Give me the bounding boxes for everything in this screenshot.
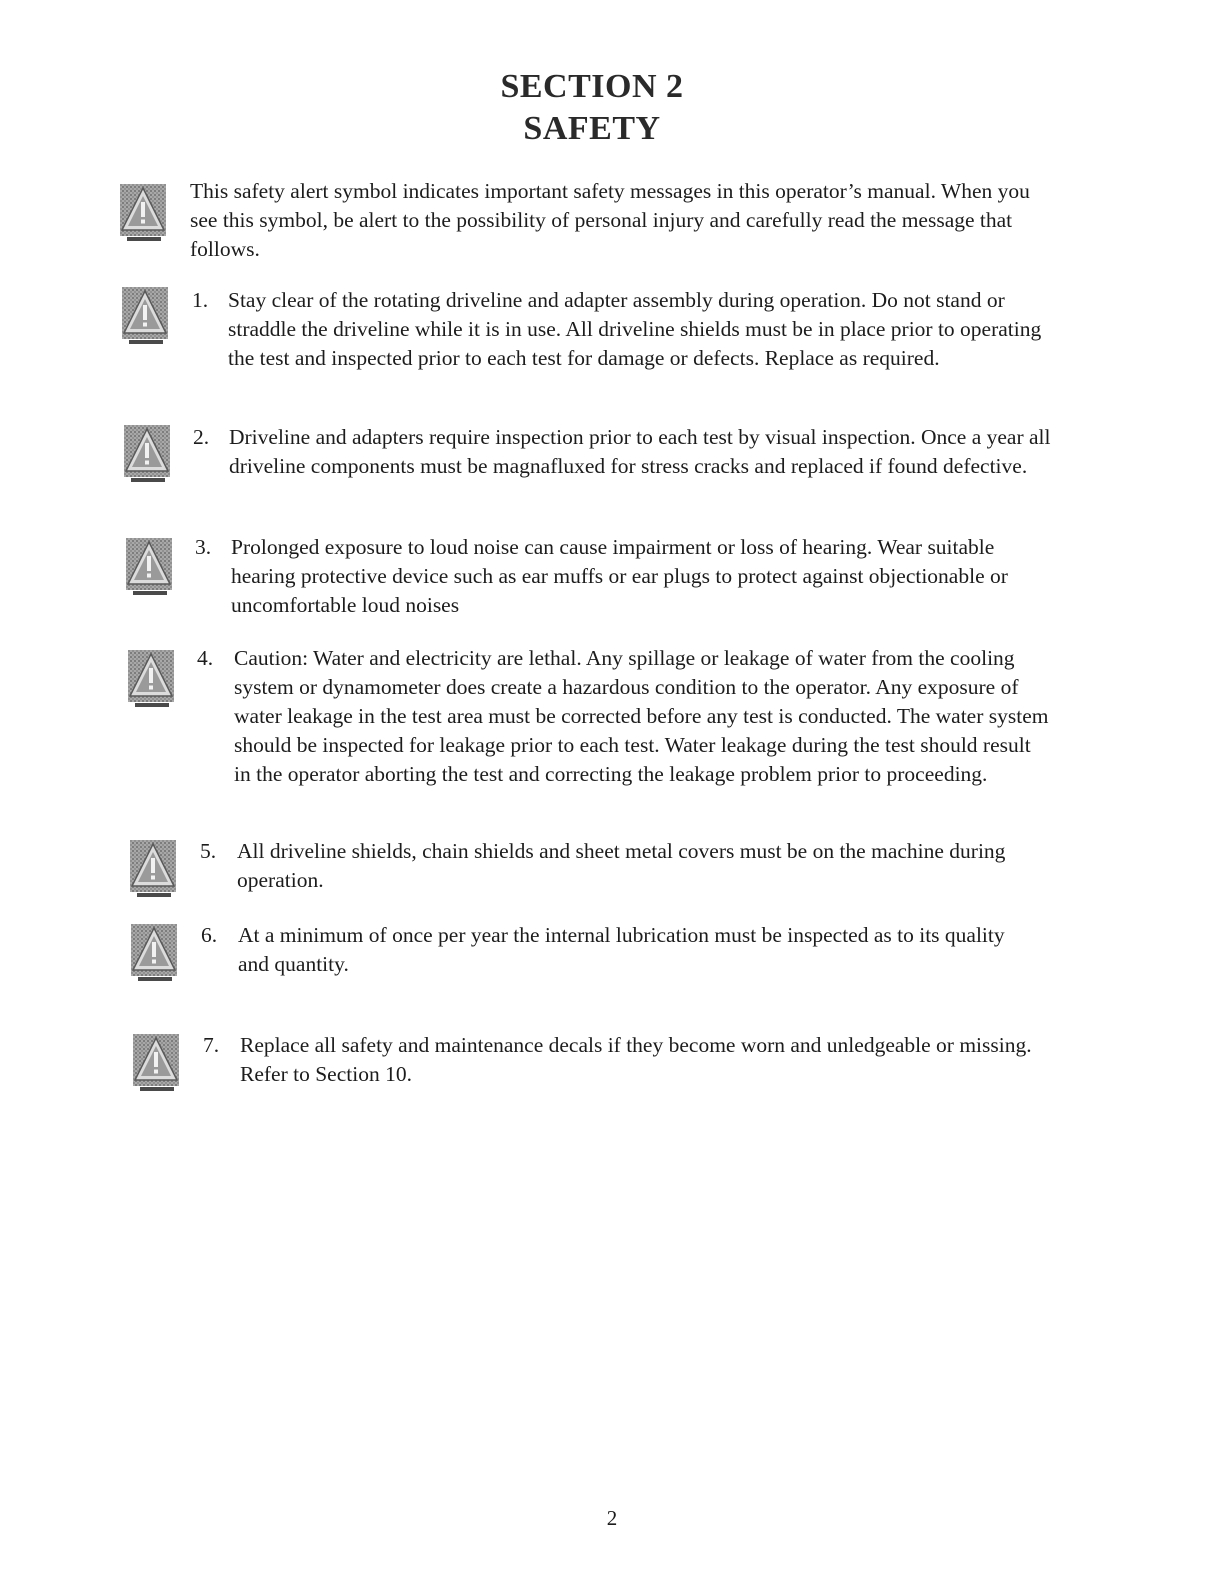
safety-alert-triangle-icon: [128, 838, 178, 900]
safety-alert-triangle-icon: [131, 1032, 181, 1094]
page-title: SAFETY: [523, 110, 661, 147]
safety-alert-triangle-icon: [129, 922, 179, 984]
intro-text: This safety alert symbol indicates important safety messages in this operator’s manual. When you see this symbol, be alert to the possibility of personal injury and carefully read the message that follows.: [190, 179, 1030, 261]
list-item: [200, 837, 1040, 895]
list-item: [201, 921, 1031, 979]
list-item-number: 7.: [203, 1033, 220, 1057]
list-item-number: 3.: [195, 535, 212, 559]
list-item-number: 5.: [200, 839, 217, 863]
list-item-text: Caution: Water and electricity are lethal. Any spillage or leakage of water from the cooling system or dynamometer does create a hazardous condition to the operator. Any exposure of water leakage in the test area must be corrected before any test is conducted. The water system should be inspected for leakage prior to each test. Water leakage during the test should result in the operator aborting the test and correcting the leakage problem prior to proceeding.: [234, 646, 1049, 786]
section-heading: SECTION 2: [500, 68, 684, 105]
list-item: [197, 644, 1049, 789]
list-item: [195, 533, 1025, 620]
list-item-text: Prolonged exposure to loud noise can cause impairment or loss of hearing. Wear suitable hearing protective device such as ear muffs or ear plugs to protect against objectionable or uncomfortable loud noises: [231, 535, 1008, 617]
list-item-text: Driveline and adapters require inspection prior to each test by visual inspection. Once a year all driveline components must be magnafluxed for stress cracks and replaced if found defective.: [229, 425, 1051, 478]
list-item-number: 2.: [193, 425, 210, 449]
list-item-text: At a minimum of once per year the internal lubrication must be inspected as to its quality and quantity.: [238, 923, 1005, 976]
intro-paragraph: [190, 177, 1060, 264]
list-item-text: All driveline shields, chain shields and sheet metal covers must be on the machine during operation.: [237, 839, 1006, 892]
list-item-number: 1.: [192, 288, 209, 312]
list-item-number: 4.: [197, 646, 214, 670]
safety-alert-triangle-icon: [120, 285, 170, 347]
safety-alert-triangle-icon: [118, 182, 168, 244]
safety-alert-triangle-icon: [122, 423, 172, 485]
safety-alert-triangle-icon: [126, 648, 176, 710]
list-item-text: Stay clear of the rotating driveline and adapter assembly during operation. Do not stand or straddle the driveline while it is in use. All driveline shields must be in place prior to operating the test and inspected prior to each test for damage or defects. Replace as required.: [228, 288, 1042, 370]
page-number: 2: [606, 1506, 618, 1530]
list-item: [193, 423, 1055, 481]
list-item: [192, 286, 1052, 373]
list-item: [203, 1031, 1043, 1089]
safety-alert-triangle-icon: [124, 536, 174, 598]
list-item-text: Replace all safety and maintenance decals if they become worn and unledgeable or missing. Refer to Section 10.: [240, 1033, 1032, 1086]
list-item-number: 6.: [201, 923, 218, 947]
